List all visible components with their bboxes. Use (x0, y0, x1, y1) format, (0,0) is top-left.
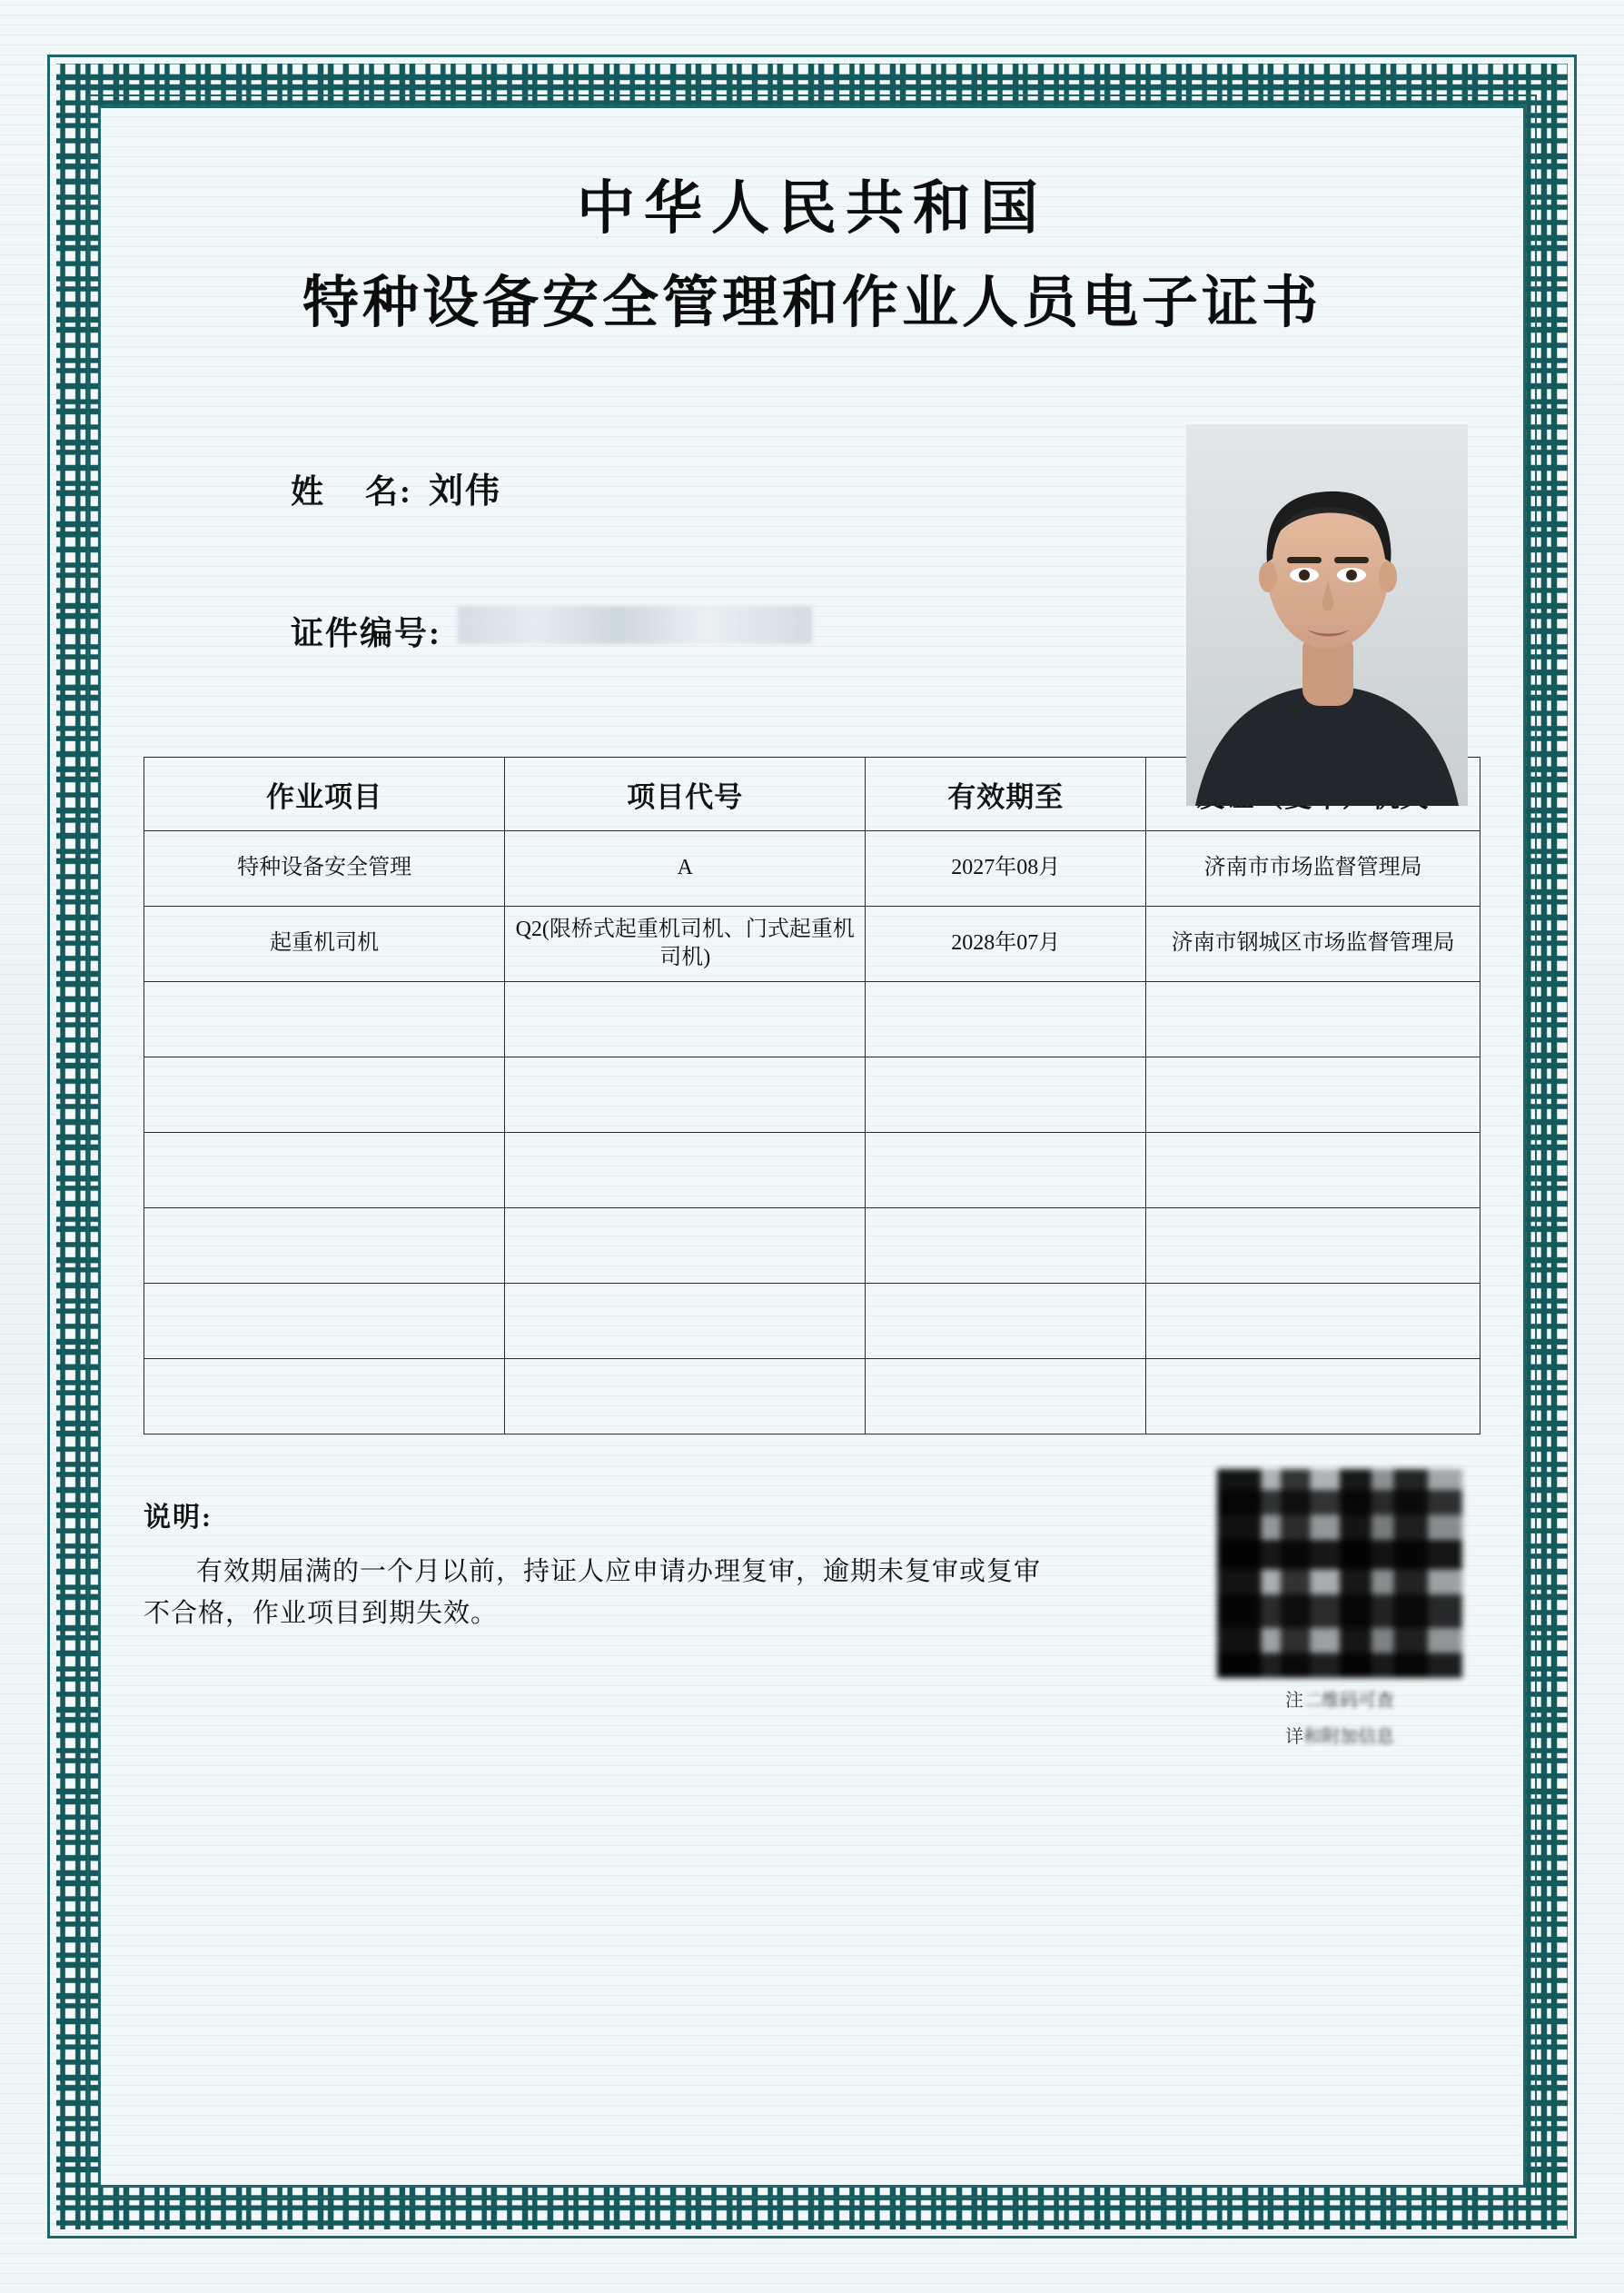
table-cell-valid-until: 2027年08月 (866, 831, 1146, 907)
table-cell-authority (1146, 1133, 1480, 1208)
qr-code-icon[interactable] (1217, 1469, 1462, 1678)
table-cell-code (505, 1284, 866, 1359)
table-cell-item: 特种设备安全管理 (144, 831, 505, 907)
table-cell-code (505, 1133, 866, 1208)
table-cell-authority (1146, 1359, 1480, 1434)
table-cell-code: A (505, 831, 866, 907)
qr-code-block (1208, 1469, 1471, 1751)
qr-caption-prefix-2: 详 (1285, 1727, 1303, 1747)
table-cell-item (144, 1057, 505, 1133)
holder-photo (1186, 424, 1468, 806)
table-cell-valid-until (866, 1133, 1146, 1208)
table-header-code: 项目代号 (505, 758, 866, 831)
table-cell-valid-until (866, 1284, 1146, 1359)
table-cell-item (144, 982, 505, 1057)
field-name-label: 姓 名: (291, 473, 412, 510)
notes-title: 说明: (144, 1503, 213, 1533)
table-cell-valid-until (866, 982, 1146, 1057)
table-cell-valid-until: 2028年07月 (866, 907, 1146, 982)
table-cell-code (505, 1359, 866, 1434)
table-row (144, 982, 1480, 1057)
table-cell-authority (1146, 1208, 1480, 1284)
table-cell-authority: 济南市钢城区市场监督管理局 (1146, 907, 1480, 982)
field-certificate-number-value-redacted (458, 606, 812, 644)
identity-section (109, 424, 1515, 724)
table-row (144, 907, 1480, 982)
table-row (144, 1284, 1480, 1359)
table-cell-code: Q2(限桥式起重机司机、门式起重机司机) (505, 907, 866, 982)
notes-section (144, 1494, 1480, 1747)
table-header-item: 作业项目 (144, 758, 505, 831)
certificate-content (109, 118, 1515, 2175)
table-row (144, 1208, 1480, 1284)
table-cell-code (505, 1208, 866, 1284)
notes-body: 有效期届满的一个月以前，持证人应申请办理复审，逾期未复审或复审不合格，作业项目到期失效。 (144, 1557, 1042, 1629)
page-title-country: 中华人民共和国 (577, 176, 1047, 241)
table-row (144, 1133, 1480, 1208)
table-cell-item: 起重机司机 (144, 907, 505, 982)
qr-caption-line-1 (1208, 1687, 1471, 1714)
table-cell-item (144, 1208, 505, 1284)
title-block (109, 118, 1515, 346)
table-cell-authority (1146, 982, 1480, 1057)
qr-caption-text-2: 和附加信息 (1303, 1727, 1394, 1747)
field-name-value: 刘伟 (429, 472, 502, 511)
table-cell-valid-until (866, 1208, 1146, 1284)
qualification-table (144, 757, 1480, 1434)
table-cell-code (505, 1057, 866, 1133)
field-certificate-number (291, 606, 812, 654)
table-cell-code (505, 982, 866, 1057)
field-name (291, 462, 501, 512)
table-header-valid-until: 有效期至 (866, 758, 1146, 831)
table-cell-item (144, 1133, 505, 1208)
table-cell-item (144, 1284, 505, 1359)
qr-caption-text-1: 二维码可查 (1303, 1691, 1394, 1711)
table-row (144, 1359, 1480, 1434)
table-cell-valid-until (866, 1359, 1146, 1434)
qualification-table-wrapper (144, 757, 1480, 1434)
table-cell-valid-until (866, 1057, 1146, 1133)
table-row (144, 831, 1480, 907)
qr-caption-line-2 (1208, 1723, 1471, 1751)
table-cell-item (144, 1359, 505, 1434)
holder-photo-image (1186, 424, 1468, 806)
table-cell-authority (1146, 1284, 1480, 1359)
table-cell-authority: 济南市市场监督管理局 (1146, 831, 1480, 907)
table-cell-authority (1146, 1057, 1480, 1133)
field-certificate-number-label: 证件编号: (291, 615, 441, 651)
qr-caption-prefix-1: 注 (1285, 1691, 1303, 1711)
table-row (144, 1057, 1480, 1133)
page-title-document: 特种设备安全管理和作业人员电子证书 (302, 273, 1322, 334)
